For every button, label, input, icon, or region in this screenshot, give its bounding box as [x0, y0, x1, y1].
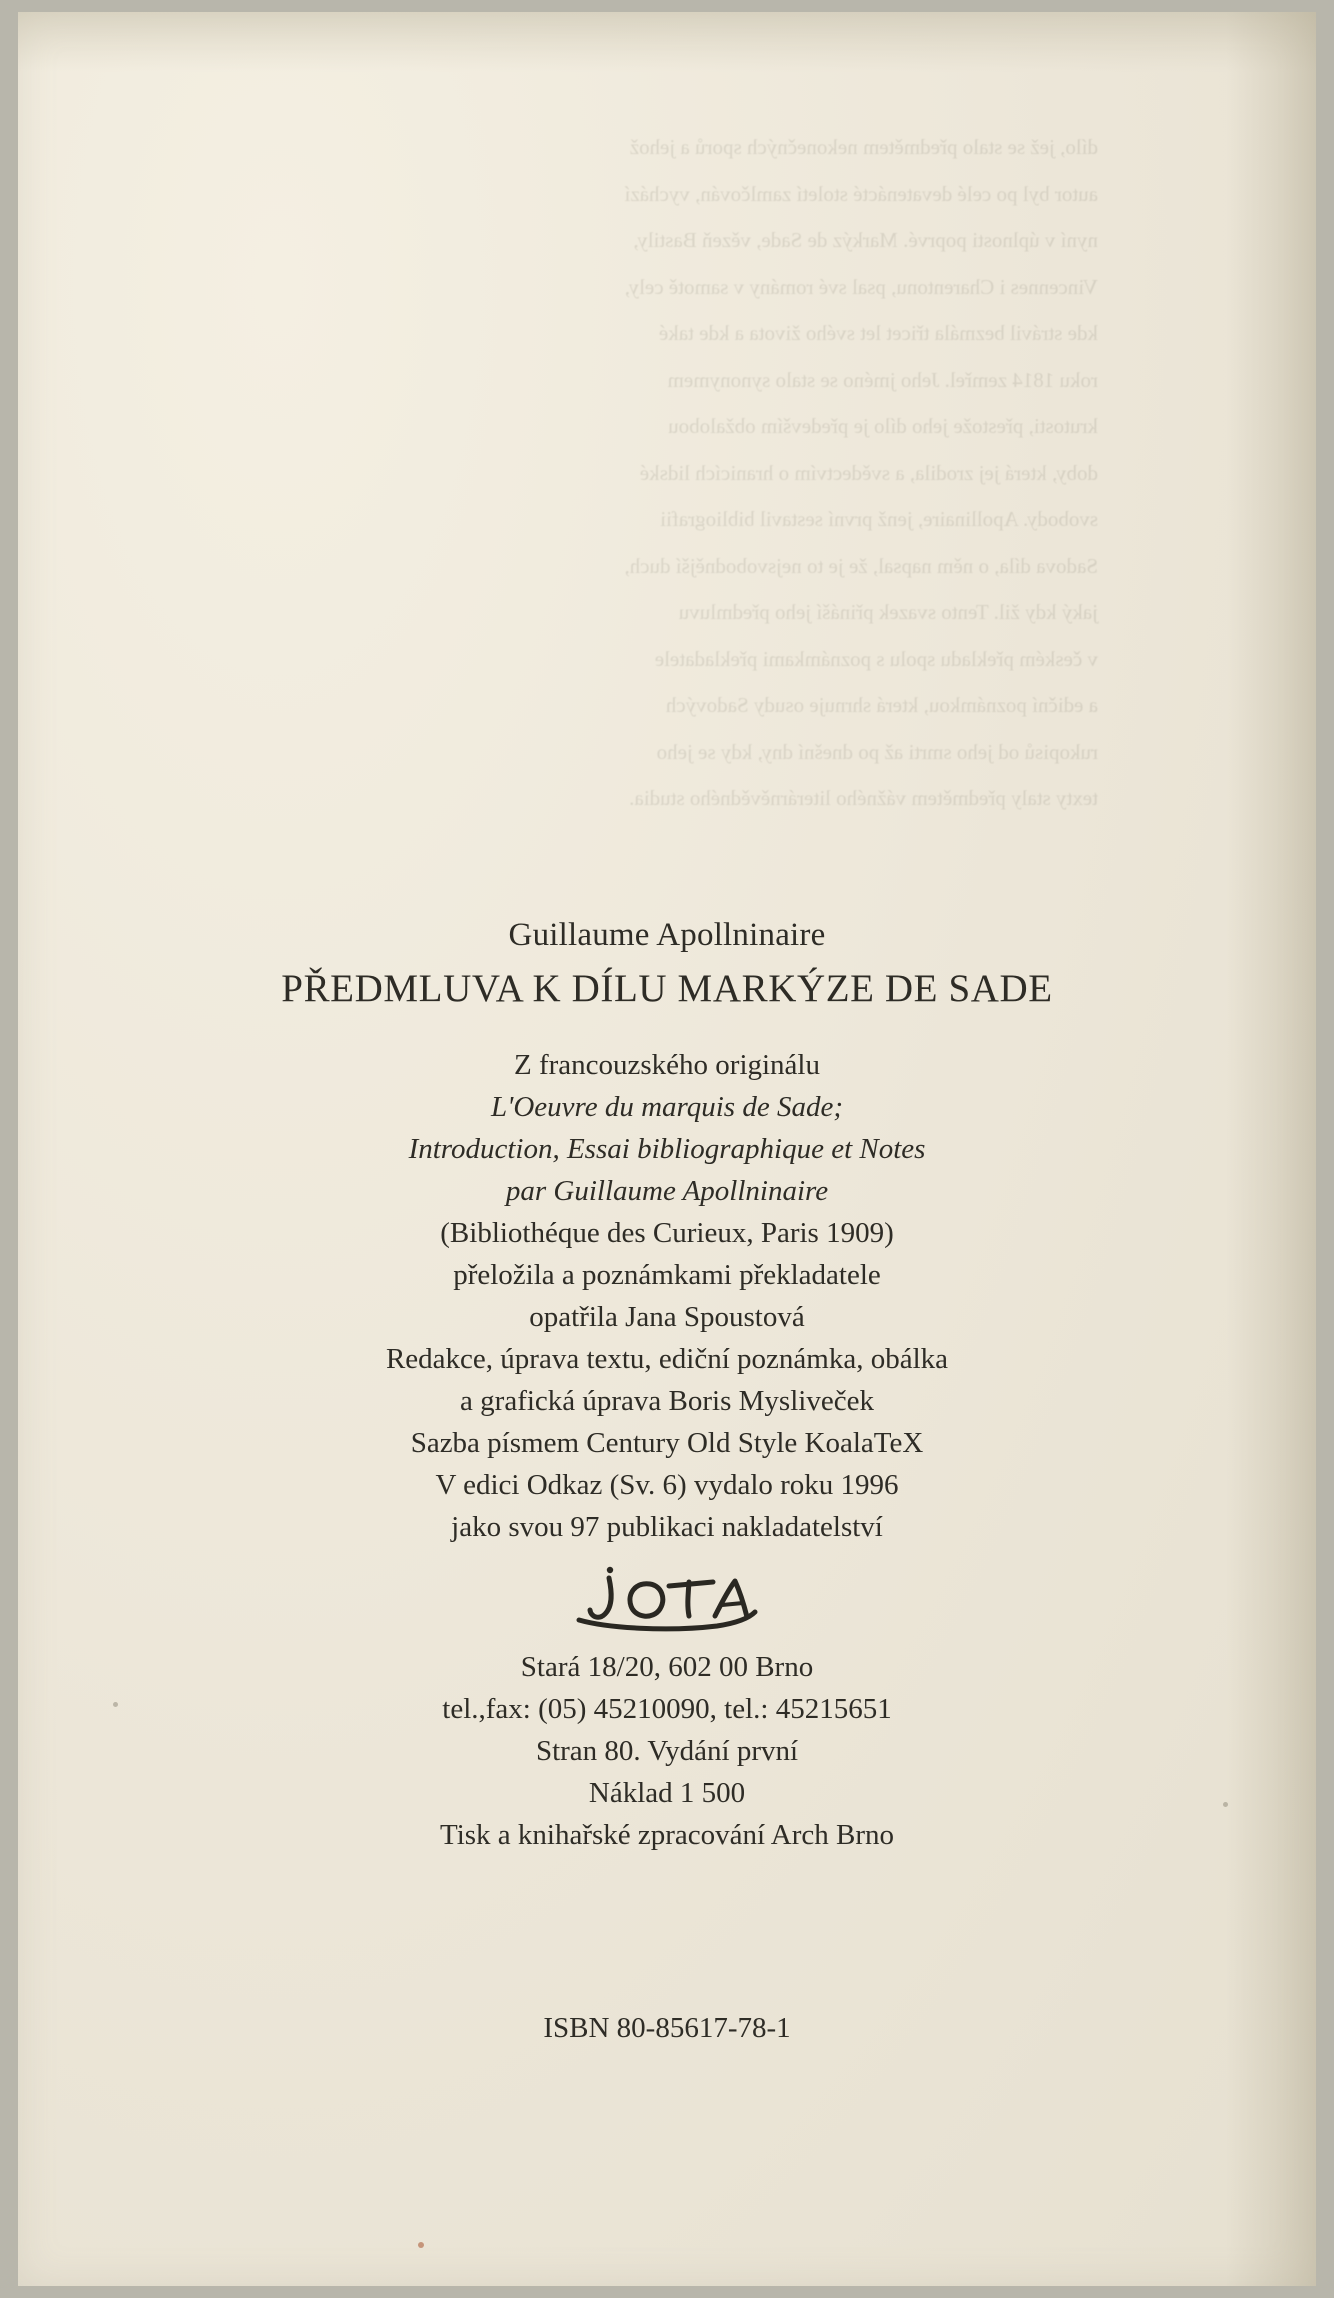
book-title: PŘEDMLUVA K DÍLU MARKÝZE DE SADE [281, 967, 1053, 1010]
credit-line-original-title: L'Oeuvre du marquis de Sade; [491, 1091, 843, 1123]
show-through-line: doby, která jej zrodila, a svědectvím o hranicích lidské [639, 460, 1098, 485]
publisher-logo [18, 1562, 1316, 1636]
show-through-line: texty staly předmětem vážného literárněvědného studia. [629, 786, 1098, 810]
paper-speck [418, 2242, 424, 2248]
show-through-line: jaký kdy žil. Tento svazek přináší jeho předmluvu [678, 600, 1098, 624]
credit-line: přeložila a poznámkami překladatele [453, 1259, 881, 1291]
book-author: Guillaume Apollninaire [508, 917, 826, 953]
show-through-line: Sadova díla, o něm napsal, že je to nejsvobodnější duch, [624, 553, 1098, 578]
address-phone: tel.,fax: (05) 45210090, tel.: 45215651 [442, 1693, 892, 1725]
credits-block [18, 1044, 1316, 1548]
credit-line-designer: a grafická úprava Boris Mysliveček [460, 1385, 874, 1417]
publisher-address-block [18, 1646, 1316, 1856]
credit-line-publication-number: jako svou 97 publikaci nakladatelství [451, 1511, 883, 1543]
show-through-line: autor byl po celé devatenácté století zamlčován, vychází [624, 181, 1098, 206]
book-page [18, 12, 1316, 2286]
show-through-line: v českém překladu spolu s poznámkami překladatele [654, 646, 1098, 671]
credit-line: Z francouzského originálu [513, 1049, 820, 1081]
credit-line-translator: opatřila Jana Spoustová [529, 1301, 805, 1333]
show-through-text [258, 130, 1098, 828]
show-through-line: krutosti, přestože jeho dílo je především obžalobou [668, 414, 1098, 438]
show-through-line: dílo, jež se stalo předmětem nekonečných sporů a jehož [629, 135, 1098, 159]
credit-line-typesetting: Sazba písmem Century Old Style KoalaTeX [410, 1427, 924, 1459]
show-through-line: roku 1814 zemřel. Jeho jméno se stalo synonymem [667, 367, 1098, 392]
show-through-line: a ediční poznámkou, která shrnuje osudy Sadových [665, 693, 1098, 717]
credit-line-original-subtitle: Introduction, Essai bibliographique et Notes [408, 1133, 926, 1165]
isbn: ISBN 80-85617-78-1 [543, 2012, 791, 2044]
credit-line-original-author: par Guillaume Apollninaire [505, 1175, 829, 1207]
pages-and-edition: Stran 80. Vydání první [535, 1735, 799, 1767]
credit-line-editing: Redakce, úprava textu, ediční poznámka, obálka [385, 1343, 949, 1375]
show-through-line: Vincennes i Charentonu, psal své romány v samotě cely, [624, 274, 1098, 299]
show-through-line: rukopisů od jeho smrti až po dnešní dny, kdy se jeho [656, 739, 1098, 764]
printer: Tisk a knihařské zpracování Arch Brno [440, 1819, 894, 1851]
print-run: Náklad 1 500 [588, 1777, 746, 1809]
show-through-line: svobody. Apollinaire, jenž první sestavil bibliografii [660, 507, 1098, 531]
credit-line-source: (Bibliothéque des Curieux, Paris 1909) [440, 1217, 894, 1249]
show-through-line: kde strávil bezmála třicet let svého života a kde také [658, 321, 1098, 345]
address-line: Stará 18/20, 602 00 Brno [520, 1651, 814, 1683]
show-through-line: nyní v úplnosti poprvé. Markýz de Sade, vězeň Bastily, [633, 228, 1098, 252]
colophon-block [18, 912, 1316, 1856]
credit-line-edition: V edici Odkaz (Sv. 6) vydalo roku 1996 [435, 1469, 899, 1501]
